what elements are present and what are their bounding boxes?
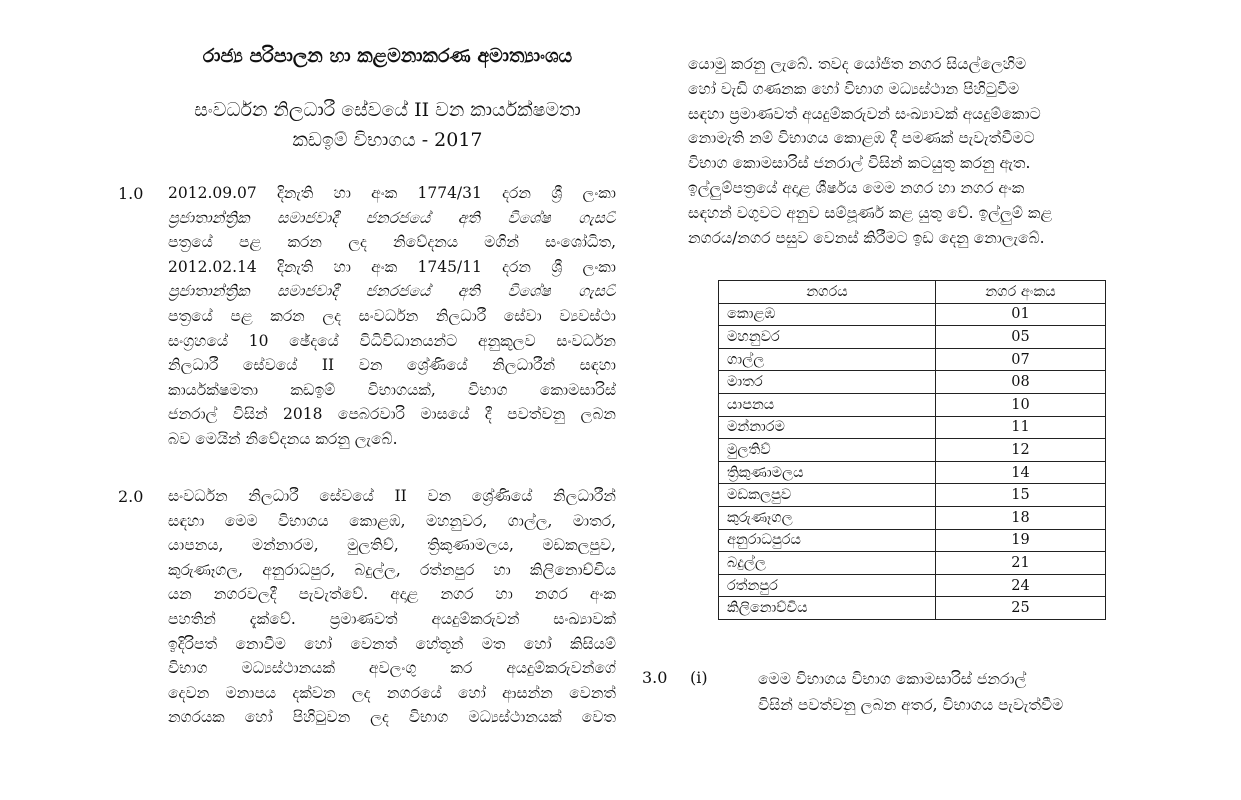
table-row bbox=[719, 416, 1106, 439]
city-number-cell: 07 bbox=[936, 348, 1106, 371]
city-number-cell: 10 bbox=[936, 393, 1106, 416]
city-number-cell: 08 bbox=[936, 371, 1106, 394]
section-2-line: පහතින් දැක්වේ. ප්‍රමාණවත් අයදුම්කරුවන් සංඛ්‍යාවක් bbox=[168, 609, 616, 628]
city-name-cell: මඩකලපුව bbox=[719, 484, 936, 507]
section-2-line: යාපනය, මන්නාරම, මුලතිව්, ත්‍රිකුණාමලය, මඩකලපුව, bbox=[168, 536, 616, 555]
section-2-line: නගරයක හෝ පිහිටුවන ලද විභාග මධ්‍යස්ථානයක් වෙත bbox=[168, 708, 616, 727]
table-row bbox=[719, 348, 1106, 371]
continuation-line: හෝ වැඩි ගණනක හෝ විභාග මධ්‍යස්ථාන පිහිටුවීම bbox=[688, 79, 1020, 98]
city-name-cell: ගාල්ල bbox=[719, 348, 936, 371]
section-3-line: මෙම විභාගය විභාග කොමසාරිස් ජනරාල් bbox=[758, 670, 1027, 688]
section-1-paragraph bbox=[168, 181, 616, 452]
ministry-title: රාජ්‍ය පරිපාලන හා කළමනාකරණ අමාත්‍යාංශය bbox=[202, 45, 573, 67]
section-2-line: ඉදිරිපත් නොවීම හෝ වෙනත් හේතූන් මත හෝ කිසියම් bbox=[168, 634, 616, 653]
section-1-line: ප්‍රජාතාන්ත්‍රික සමාජවාදී ජනරජයේ අති විශේෂ ගැසට් bbox=[168, 208, 616, 227]
exam-title-line1: සංවර්ධන නිලධාරී සේවයේ II වන කාර්යක්ෂමතා bbox=[194, 99, 581, 121]
city-number-cell: 14 bbox=[936, 461, 1106, 484]
section-1-line: පත්‍රයේ පළ කරන ලද නිවේදනය මගින් සංශෝධිත, bbox=[168, 233, 616, 252]
section-2-line: කුරුණෑගල, අනුරාධපුර, බදුල්ල, රත්නපුර හා කිලිනොච්චිය bbox=[168, 560, 616, 579]
city-number-cell: 11 bbox=[936, 416, 1106, 439]
column-header-city-number: නගර අංකය bbox=[936, 281, 1106, 304]
section-2-line: සංවර්ධන නිලධාරී සේවයේ II වන ශ්‍රේණියේ නිලධාරීන් bbox=[168, 487, 616, 505]
city-name-cell: ත්‍රිකුණාමලය bbox=[719, 461, 936, 484]
city-number-cell: 21 bbox=[936, 552, 1106, 575]
city-number-cell: 19 bbox=[936, 529, 1106, 552]
continuation-line: නොමැති නම් විභාගය කොළඹ දී පමණක් පැවැත්වීමට bbox=[688, 129, 1035, 148]
city-name-cell: මහනුවර bbox=[719, 326, 936, 349]
continuation-line: ඉල්ලුම්පත්‍රයේ අදාළ ශීර්ෂය මෙම නගර හා නගර අංක bbox=[688, 178, 1025, 197]
table-row bbox=[719, 303, 1106, 326]
city-number-cell: 25 bbox=[936, 597, 1106, 620]
column-header-city: නගරය bbox=[719, 281, 936, 304]
city-name-cell: යාපනය bbox=[719, 393, 936, 416]
table-row bbox=[719, 326, 1106, 349]
section-1-line: 2012.02.14 දිනැති හා අංක 1745/11 දරන ශ්‍රී ලංකා bbox=[168, 257, 616, 276]
section-1-line: කාර්යක්ෂමතා කඩඉම් විභාගයක්, විභාග කොමසාරිස් bbox=[168, 380, 616, 399]
city-name-cell: මන්නාරම bbox=[719, 416, 936, 439]
section-1-line: ප්‍රජාතාන්ත්‍රික සමාජවාදී ජනරජයේ අති විශේෂ ගැසට් bbox=[168, 282, 616, 301]
table-row bbox=[719, 371, 1106, 394]
table-row bbox=[719, 597, 1106, 620]
section-1-line: නිලධාරී සේවයේ II වන ශ්‍රේණියේ නිලධාරීන් සඳහා bbox=[168, 356, 616, 375]
table-row bbox=[719, 552, 1106, 575]
city-number-cell: 24 bbox=[936, 574, 1106, 597]
section-2-paragraph bbox=[168, 484, 616, 730]
city-number-cell: 15 bbox=[936, 484, 1106, 507]
table-row bbox=[719, 393, 1106, 416]
city-name-cell: කුරුණෑගල bbox=[719, 506, 936, 529]
section-1-line: බව මෙයින් නිවේදනය කරනු ලැබේ. bbox=[168, 429, 398, 448]
table-row bbox=[719, 506, 1106, 529]
city-name-cell: කොළඹ bbox=[719, 303, 936, 326]
section-1-line: පත්‍රයේ පළ කරන ලද සංවර්ධන නිලධාරී සේවා ව්‍යවස්ථා bbox=[168, 306, 616, 325]
continuation-line: නගරය/නගර පසුව වෙනස් කිරීමට ඉඩ දෙනු නොලැබේ. bbox=[688, 228, 1045, 247]
table-row bbox=[719, 461, 1106, 484]
section-1-line: 2012.09.07 දිනැති හා අංක 1774/31 දරන ශ්‍රී ලංකා bbox=[168, 184, 616, 202]
section-3-paragraph bbox=[758, 666, 1142, 718]
section-3-number: 3.0 bbox=[642, 668, 668, 687]
continuation-line: සඳහා ප්‍රමාණවත් අයදුම්කරුවන් සංඛ්‍යාවක් අයදුම්කොට bbox=[688, 104, 1041, 123]
section-2-line: විභාග මධ්‍යස්ථානයක් අවලංගු කර අයදුම්කරුවන්ගේ bbox=[168, 659, 616, 678]
continuation-line: විභාග කොමසාරිස් ජනරාල් විසින් කටයුතු කරනු ඇත. bbox=[688, 154, 1031, 173]
table-header-row bbox=[719, 281, 1106, 304]
table-row bbox=[719, 574, 1106, 597]
section-3-subnumber: (i) bbox=[690, 668, 708, 687]
section-2-line: දෙවන මනාපය දක්වන ලද නගරයේ හෝ ආසන්න වෙනත් bbox=[168, 683, 616, 702]
city-name-cell: අනුරාධපුරය bbox=[719, 529, 936, 552]
exam-title-line2: කඩඉම් විභාගය - 2017 bbox=[292, 129, 483, 151]
city-name-cell: මාතර bbox=[719, 371, 936, 394]
section-2-continuation bbox=[688, 52, 1140, 250]
city-number-cell: 12 bbox=[936, 439, 1106, 462]
city-name-cell: මුලතිව් bbox=[719, 439, 936, 462]
city-name-cell: බදුල්ල bbox=[719, 552, 936, 575]
city-number-cell: 18 bbox=[936, 506, 1106, 529]
table-row bbox=[719, 484, 1106, 507]
section-1-line: සංග්‍රහයේ 10 ඡේදයේ විධිවිධානයන්ට අනුකූලව සංවර්ධන bbox=[168, 331, 616, 350]
continuation-line: සඳහන් වගුවට අනුව සම්පූර්ණ කළ යුතු වේ. ඉල්ලුම් කළ bbox=[688, 203, 1053, 222]
city-number-table bbox=[718, 280, 1106, 620]
section-2-line: සඳහා මෙම විභාගය කොළඹ, මහනුවර, ගාල්ල, මාතර, bbox=[168, 511, 616, 530]
continuation-line: යොමු කරනු ලැබේ. තවද යෝජිත නගර සියල්ලෙහිම bbox=[688, 55, 1027, 73]
city-number-cell: 01 bbox=[936, 303, 1106, 326]
table-row bbox=[719, 439, 1106, 462]
table-row bbox=[719, 529, 1106, 552]
section-1-number: 1.0 bbox=[118, 184, 144, 203]
section-1-line: ජනරාල් විසින් 2018 පෙබරවාරි මාසයේ දී පවත්වනු ලබන bbox=[168, 405, 616, 424]
section-2-line: යන නගරවලදී පැවැත්වේ. අදාළ නගර හා නගර අංක bbox=[168, 585, 616, 604]
city-name-cell: කිලිනොච්චිය bbox=[719, 597, 936, 620]
section-3-line: විසින් පවත්වනු ලබන අතර, විභාගය පැවැත්වීම bbox=[758, 696, 1064, 714]
city-number-cell: 05 bbox=[936, 326, 1106, 349]
section-2-number: 2.0 bbox=[118, 487, 144, 506]
city-name-cell: රත්නපුර bbox=[719, 574, 936, 597]
